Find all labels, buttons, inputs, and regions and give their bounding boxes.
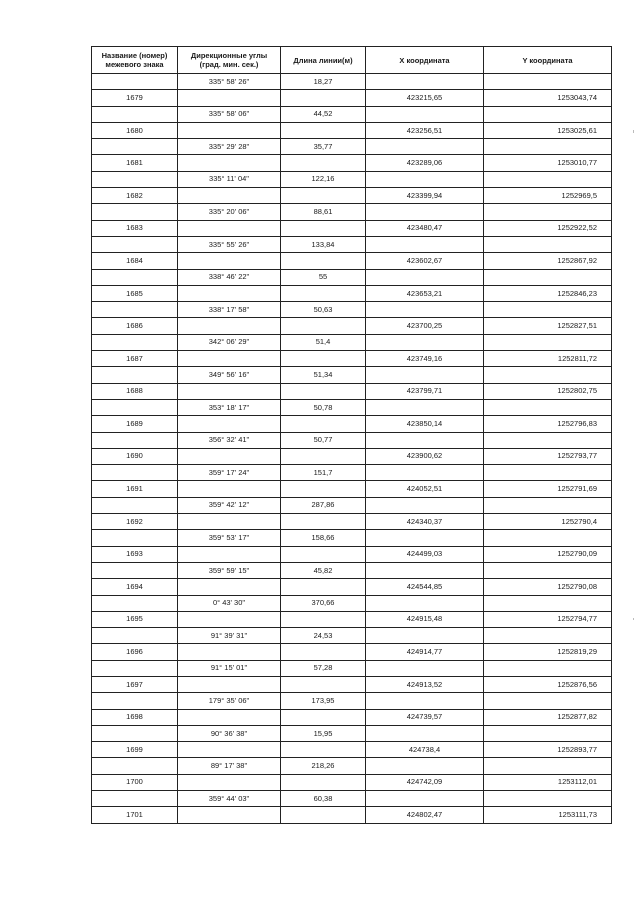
empty-cell [281,253,366,269]
empty-cell [281,579,366,595]
point-row [92,774,612,790]
x-coordinate: 423289,06 [366,155,484,171]
y-coordinate: 1252876,56 [484,676,612,692]
empty-cell [366,660,484,676]
empty-cell [281,188,366,204]
direction-angle: 179° 35' 06" [178,693,281,709]
empty-cell [484,139,612,155]
boundary-coordinates-table [91,46,612,824]
empty-cell [484,74,612,90]
point-row [92,416,612,432]
direction-angle: 359° 59' 15" [178,562,281,578]
empty-cell [484,595,612,611]
y-coordinate: 1253111,73 [484,807,612,823]
empty-cell [484,465,612,481]
line-length: 370,66 [281,595,366,611]
point-row [92,448,612,464]
empty-cell [92,302,178,318]
y-coordinate: 1252790,4 [484,514,612,530]
line-length: 55 [281,269,366,285]
empty-cell [484,171,612,187]
empty-cell [281,383,366,399]
empty-cell [366,693,484,709]
empty-cell [178,351,281,367]
empty-cell [484,269,612,285]
point-row [92,742,612,758]
y-coordinate: 1252793,77 [484,448,612,464]
y-coordinate: 1252827,51 [484,318,612,334]
point-name: 1693 [92,546,178,562]
empty-cell [281,611,366,627]
empty-cell [281,676,366,692]
empty-cell [484,399,612,415]
empty-cell [281,285,366,301]
empty-cell [281,774,366,790]
empty-cell [281,807,366,823]
point-name: 1698 [92,709,178,725]
segment-row [92,562,612,578]
direction-angle: 91° 15' 01" [178,660,281,676]
empty-cell [178,481,281,497]
line-length: 151,7 [281,465,366,481]
direction-angle: 91° 39' 31" [178,628,281,644]
empty-cell [366,106,484,122]
empty-cell [178,742,281,758]
empty-cell [484,530,612,546]
table-header-row [92,47,612,74]
segment-row [92,628,612,644]
direction-angle: 359° 44' 03" [178,791,281,807]
point-row [92,611,612,627]
empty-cell [178,90,281,106]
direction-angle: 335° 20' 06" [178,204,281,220]
point-row [92,351,612,367]
line-length: 44,52 [281,106,366,122]
empty-cell [366,530,484,546]
segment-row [92,660,612,676]
x-coordinate: 423749,16 [366,351,484,367]
empty-cell [281,644,366,660]
x-coordinate: 424340,37 [366,514,484,530]
segment-row [92,171,612,187]
y-coordinate: 1252846,23 [484,285,612,301]
x-coordinate: 424913,52 [366,676,484,692]
empty-cell [92,236,178,252]
segment-row [92,236,612,252]
x-coordinate: 423256,51 [366,122,484,138]
line-length: 122,16 [281,171,366,187]
point-row [92,514,612,530]
empty-cell [178,448,281,464]
segment-row [92,334,612,350]
empty-cell [178,644,281,660]
line-length: 45,82 [281,562,366,578]
empty-cell [92,595,178,611]
empty-cell [366,171,484,187]
point-row [92,122,612,138]
point-row [92,253,612,269]
direction-angle: 335° 58' 26" [178,74,281,90]
point-row [92,220,612,236]
segment-row [92,302,612,318]
segment-row [92,791,612,807]
point-name: 1683 [92,220,178,236]
empty-cell [281,220,366,236]
x-coordinate: 423850,14 [366,416,484,432]
empty-cell [92,497,178,513]
empty-cell [92,660,178,676]
y-coordinate: 1252819,29 [484,644,612,660]
line-length: 24,53 [281,628,366,644]
x-coordinate: 424802,47 [366,807,484,823]
point-name: 1686 [92,318,178,334]
empty-cell [281,481,366,497]
empty-cell [178,122,281,138]
empty-cell [484,628,612,644]
direction-angle: 338° 17' 58" [178,302,281,318]
empty-cell [92,367,178,383]
empty-cell [366,562,484,578]
empty-cell [92,106,178,122]
point-name: 1681 [92,155,178,171]
empty-cell [281,709,366,725]
direction-angle: 338° 46' 22" [178,269,281,285]
y-coordinate: 1253043,74 [484,90,612,106]
empty-cell [484,725,612,741]
empty-cell [92,791,178,807]
point-name: 1679 [92,90,178,106]
point-name: 1688 [92,383,178,399]
segment-row [92,725,612,741]
direction-angle: 335° 55' 26" [178,236,281,252]
segment-row [92,758,612,774]
empty-cell [281,90,366,106]
empty-cell [178,220,281,236]
line-length: 35,77 [281,139,366,155]
empty-cell [281,318,366,334]
column-header-angle: Дирекционные углы (град. мин. сек.) [178,47,281,74]
point-name: 1680 [92,122,178,138]
empty-cell [92,399,178,415]
segment-row [92,204,612,220]
x-coordinate: 423653,21 [366,285,484,301]
line-length: 15,95 [281,725,366,741]
point-row [92,807,612,823]
segment-row [92,595,612,611]
point-name: 1696 [92,644,178,660]
y-coordinate: 1252791,69 [484,481,612,497]
empty-cell [178,579,281,595]
empty-cell [281,742,366,758]
point-name: 1701 [92,807,178,823]
y-coordinate: 1253025,61 [484,122,612,138]
x-coordinate: 424544,85 [366,579,484,595]
line-length: 50,78 [281,399,366,415]
x-coordinate: 424499,03 [366,546,484,562]
point-name: 1692 [92,514,178,530]
point-row [92,644,612,660]
empty-cell [366,74,484,90]
point-name: 1682 [92,188,178,204]
y-coordinate: 1252790,08 [484,579,612,595]
line-length: 50,63 [281,302,366,318]
empty-cell [366,334,484,350]
empty-cell [178,188,281,204]
point-name: 1689 [92,416,178,432]
empty-cell [92,725,178,741]
direction-angle: 0° 43' 30" [178,595,281,611]
segment-row [92,367,612,383]
empty-cell [484,302,612,318]
point-name: 1700 [92,774,178,790]
y-coordinate: 1252790,09 [484,546,612,562]
point-row [92,676,612,692]
empty-cell [178,253,281,269]
point-name: 1685 [92,285,178,301]
empty-cell [92,465,178,481]
empty-cell [484,204,612,220]
empty-cell [281,448,366,464]
empty-cell [281,514,366,530]
empty-cell [178,709,281,725]
empty-cell [366,204,484,220]
point-name: 1690 [92,448,178,464]
direction-angle: 359° 42' 12" [178,497,281,513]
direction-angle: 335° 58' 06" [178,106,281,122]
segment-row [92,530,612,546]
point-row [92,579,612,595]
empty-cell [92,693,178,709]
point-row [92,709,612,725]
empty-cell [178,155,281,171]
point-name: 1699 [92,742,178,758]
empty-cell [92,269,178,285]
empty-cell [484,367,612,383]
empty-cell [92,628,178,644]
x-coordinate: 423602,67 [366,253,484,269]
empty-cell [366,595,484,611]
line-length: 50,77 [281,432,366,448]
empty-cell [366,399,484,415]
direction-angle: 342° 06' 29" [178,334,281,350]
empty-cell [484,432,612,448]
point-row [92,285,612,301]
empty-cell [178,774,281,790]
line-length: 51,34 [281,367,366,383]
line-length: 173,95 [281,693,366,709]
point-row [92,546,612,562]
segment-row [92,139,612,155]
empty-cell [366,432,484,448]
empty-cell [92,204,178,220]
empty-cell [366,236,484,252]
empty-cell [178,807,281,823]
empty-cell [366,139,484,155]
scan-edge-mark [633,618,634,620]
segment-row [92,693,612,709]
x-coordinate: 423399,94 [366,188,484,204]
empty-cell [178,546,281,562]
empty-cell [281,416,366,432]
y-coordinate: 1253112,01 [484,774,612,790]
empty-cell [92,758,178,774]
column-header-x: Х координата [366,47,484,74]
empty-cell [484,334,612,350]
empty-cell [484,106,612,122]
point-name: 1687 [92,351,178,367]
direction-angle: 335° 11' 04" [178,171,281,187]
x-coordinate: 424914,77 [366,644,484,660]
empty-cell [178,514,281,530]
empty-cell [366,791,484,807]
empty-cell [281,546,366,562]
empty-cell [92,171,178,187]
x-coordinate: 424915,48 [366,611,484,627]
column-header-name: Название (номер) межевого знака [92,47,178,74]
line-length: 18,27 [281,74,366,90]
y-coordinate: 1252794,77 [484,611,612,627]
y-coordinate: 1252969,5 [484,188,612,204]
direction-angle: 349° 56' 16" [178,367,281,383]
y-coordinate: 1252922,52 [484,220,612,236]
y-coordinate: 1252796,83 [484,416,612,432]
y-coordinate: 1252811,72 [484,351,612,367]
column-header-length: Длина линии(м) [281,47,366,74]
line-length: 57,28 [281,660,366,676]
x-coordinate: 424739,57 [366,709,484,725]
line-length: 60,38 [281,791,366,807]
y-coordinate: 1252867,92 [484,253,612,269]
x-coordinate: 423480,47 [366,220,484,236]
x-coordinate: 423799,71 [366,383,484,399]
empty-cell [178,318,281,334]
empty-cell [366,497,484,513]
empty-cell [281,122,366,138]
point-row [92,188,612,204]
empty-cell [92,562,178,578]
x-coordinate: 423900,62 [366,448,484,464]
empty-cell [366,465,484,481]
point-name: 1697 [92,676,178,692]
point-row [92,90,612,106]
y-coordinate: 1253010,77 [484,155,612,171]
y-coordinate: 1252877,82 [484,709,612,725]
scan-edge-mark [633,130,634,133]
empty-cell [281,351,366,367]
empty-cell [484,497,612,513]
x-coordinate: 424052,51 [366,481,484,497]
empty-cell [366,725,484,741]
direction-angle: 359° 17' 24" [178,465,281,481]
x-coordinate: 424742,09 [366,774,484,790]
empty-cell [178,285,281,301]
line-length: 88,61 [281,204,366,220]
line-length: 287,86 [281,497,366,513]
empty-cell [484,791,612,807]
point-row [92,481,612,497]
line-length: 158,66 [281,530,366,546]
empty-cell [92,334,178,350]
empty-cell [92,530,178,546]
coordinates-sheet [91,46,612,824]
empty-cell [484,660,612,676]
point-row [92,383,612,399]
direction-angle: 353° 18' 17" [178,399,281,415]
empty-cell [484,236,612,252]
empty-cell [484,562,612,578]
direction-angle: 335° 29' 28" [178,139,281,155]
empty-cell [366,269,484,285]
x-coordinate: 423700,25 [366,318,484,334]
line-length: 51,4 [281,334,366,350]
segment-row [92,399,612,415]
direction-angle: 359° 53' 17" [178,530,281,546]
empty-cell [92,139,178,155]
empty-cell [366,367,484,383]
empty-cell [366,758,484,774]
line-length: 218,26 [281,758,366,774]
x-coordinate: 424738,4 [366,742,484,758]
empty-cell [366,302,484,318]
segment-row [92,74,612,90]
empty-cell [178,611,281,627]
x-coordinate: 423215,65 [366,90,484,106]
table-body [92,74,612,824]
empty-cell [92,74,178,90]
segment-row [92,432,612,448]
empty-cell [178,383,281,399]
empty-cell [366,628,484,644]
column-header-y: Y координата [484,47,612,74]
empty-cell [178,676,281,692]
direction-angle: 90° 36' 38" [178,725,281,741]
y-coordinate: 1252802,75 [484,383,612,399]
point-name: 1691 [92,481,178,497]
empty-cell [281,155,366,171]
point-name: 1695 [92,611,178,627]
point-row [92,155,612,171]
direction-angle: 356° 32' 41" [178,432,281,448]
empty-cell [484,758,612,774]
segment-row [92,106,612,122]
y-coordinate: 1252893,77 [484,742,612,758]
segment-row [92,497,612,513]
line-length: 133,84 [281,236,366,252]
segment-row [92,465,612,481]
point-name: 1694 [92,579,178,595]
segment-row [92,269,612,285]
empty-cell [178,416,281,432]
point-row [92,318,612,334]
empty-cell [484,693,612,709]
empty-cell [92,432,178,448]
direction-angle: 89° 17' 38" [178,758,281,774]
point-name: 1684 [92,253,178,269]
